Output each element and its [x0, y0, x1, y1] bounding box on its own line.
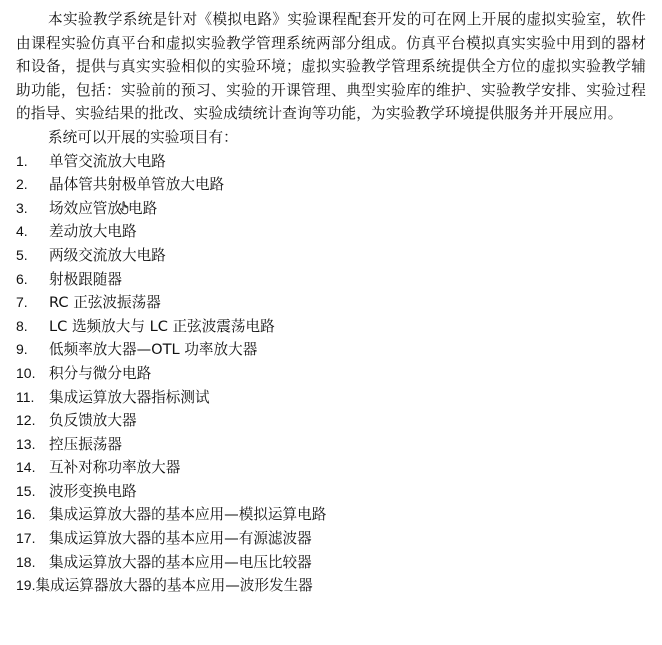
intro-paragraph: 本实验教学系统是针对《模拟电路》实验课程配套开发的可在网上开展的虚拟实验室，软件由课程实验仿真平台和虚拟实验教学管理系统两部分组成。仿真平台模拟真实实验中用到的器材和设备，提供与真实实验相似的实验环境；虚拟实验教学管理系统提供全方位的虚拟实验教学辅助功能，包括：实验前的预习、实验的开课管理、典型实验库的维护、实验教学安排、实验过程的指导、实验结果的批改、实验成绩统计查询等功能，为实验教学环境提供服务并开展应用。: [16, 11, 646, 123]
list-item: [16, 291, 646, 315]
item-number: 12.: [16, 412, 36, 429]
item-label: 两级交流放大电路: [49, 246, 166, 264]
list-item: [16, 386, 646, 410]
item-number: 14.: [16, 459, 36, 476]
list-item: [16, 433, 646, 457]
experiment-list: [16, 150, 646, 598]
item-number: 6.: [16, 270, 28, 287]
list-heading: 系统可以开展的实验项目有：: [48, 128, 238, 146]
list-item: [16, 574, 646, 598]
list-item: [16, 315, 646, 339]
item-label: 低频率放大器—OTL 功率放大器: [49, 341, 258, 359]
item-number: 16.: [16, 506, 36, 523]
item-label: 积分与微分电路: [49, 364, 152, 382]
item-number: 18.: [16, 553, 36, 570]
list-item: [16, 480, 646, 504]
item-label: 负反馈放大器: [49, 412, 137, 430]
item-label: 集成运算放大器的基本应用—模拟运算电路: [49, 506, 327, 524]
list-item: [16, 362, 646, 386]
item-label: 集成运算器放大器的基本应用—波形发生器: [35, 577, 313, 595]
item-label: 晶体管共射极单管放大电路: [49, 176, 225, 194]
list-item: [16, 150, 646, 174]
item-label: LC 选频放大与 LC 正弦波震荡电路: [49, 317, 275, 335]
item-number: 19.: [16, 577, 36, 594]
item-label: 差动放大电路: [49, 223, 137, 241]
item-label: RC 正弦波振荡器: [49, 294, 161, 312]
list-item: [16, 409, 646, 433]
item-label: 集成运算放大器指标测试: [49, 388, 210, 406]
list-item: [16, 503, 646, 527]
item-number: 15.: [16, 482, 36, 499]
item-number: 5.: [16, 246, 28, 263]
item-label: 集成运算放大器的基本应用—有源滤波器: [49, 530, 312, 548]
item-label-part: 场效应管放: [49, 199, 122, 217]
item-number: 2.: [16, 176, 28, 193]
item-label-part: 电路: [127, 199, 158, 217]
item-number: 9.: [16, 341, 28, 358]
list-item: [16, 268, 646, 292]
list-item: [16, 244, 646, 268]
item-number: 17.: [16, 530, 36, 547]
item-number: 3.: [16, 199, 28, 216]
item-number: 1.: [16, 152, 28, 169]
list-item: [16, 551, 646, 575]
item-number: 10.: [16, 364, 36, 381]
document-body: [16, 8, 646, 598]
item-number: 8.: [16, 317, 28, 334]
item-label: 波形变换电路: [49, 482, 137, 500]
item-number: 4.: [16, 223, 28, 240]
item-label: 射极跟随器: [49, 270, 122, 288]
list-item: [16, 338, 646, 362]
list-item: [16, 220, 646, 244]
list-item: [16, 173, 646, 197]
item-label: 控压振荡器: [49, 435, 122, 453]
item-number: 11.: [16, 388, 35, 405]
item-label: 集成运算放大器的基本应用—电压比较器: [49, 553, 312, 571]
item-number: 7.: [16, 294, 28, 311]
item-label: 互补对称功率放大器: [49, 459, 181, 477]
list-item: [16, 527, 646, 551]
list-item: [16, 456, 646, 480]
item-number: 13.: [16, 435, 36, 452]
item-label: [49, 197, 157, 221]
item-label: 单管交流放大电路: [49, 152, 166, 170]
list-item: [16, 197, 646, 221]
